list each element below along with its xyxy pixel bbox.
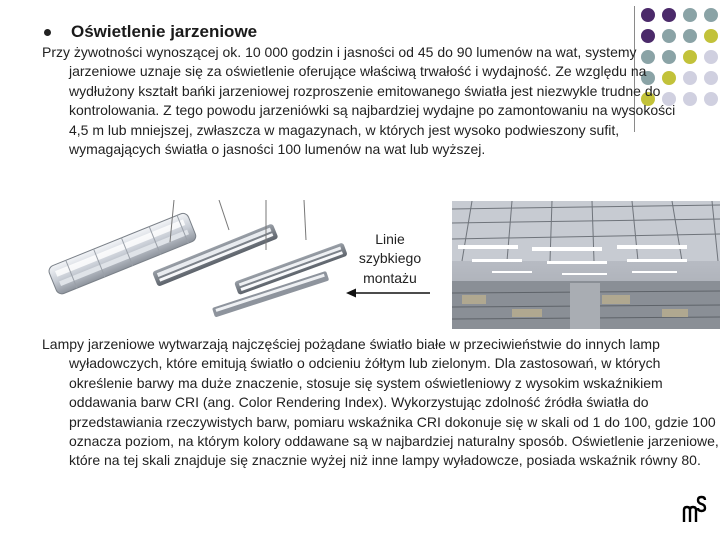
slide-title: Oświetlenie jarzeniowe	[71, 22, 258, 41]
caption-line: montażu	[363, 269, 417, 286]
dot	[704, 29, 718, 43]
paragraph-lifetime: Przy żywotności wynoszącej ok. 10 000 godzin i jasności od 45 do 90 lumenów na wat, systemy jarzeniowe uznaje się za oświetlenie oferujące właściwą trwałość i wydajność. Ze względu na wydłużony kształt bańki jarzeniowej rozproszenie emitowanego światła jest niezwykle trudne do kontrolowania. Z tego powodu jarzeniówki są najbardziej wydajne po zamontowaniu na wysokości 4,5 m lub mniejszej, zwłaszcza w magazynach, w których jest wysoko podwieszony sufit, wymagających światła o jasności 100 lumenów na wat lub wyższej.	[42, 44, 676, 158]
paragraph-cri: Lampy jarzeniowe wytwarzają najczęściej pożądane światło białe w przeciwieństwie do innych lamp wyładowczych, które emitują światło o odcieniu żółtym lub zielonym. Dla zastosowań, w których określenie barwy ma duże znaczenie, stosuje się system oświetleniowy z wysokim wskaźnikiem oddawania barw CRI (ang. Color Rendering Index). Wykorzystując zdolność źródła światła do przedstawiania rzeczywistych barw, pomiaru wskaźnika CRI dokonuje się w skali od 1 do 100, gdzie 100 oznacza poziom, na którym kolory oddawane są w najbardziej naturalny sposób. Oświetlenie jarzeniowe, które na tej skali znajduje się znacznie wyżej niż inne lampy wyładowcze, posiada wskaźnik równy 80.	[42, 336, 719, 469]
caption-line: szybkiego	[358, 250, 422, 267]
fluorescent-lamps-photo	[34, 200, 350, 326]
warehouse-photo	[452, 201, 720, 329]
dot	[641, 8, 655, 22]
caption-line: Linie	[375, 231, 405, 247]
dot	[704, 71, 718, 85]
dot	[704, 92, 718, 106]
dot	[662, 29, 676, 43]
dot	[662, 8, 676, 22]
left-arrow-icon	[346, 287, 432, 299]
ms-logo-icon	[681, 494, 707, 524]
dot	[704, 8, 718, 22]
bullet-icon	[44, 29, 51, 36]
dot	[704, 50, 718, 64]
dot	[641, 29, 655, 43]
caption-quick-mount-lines	[352, 230, 428, 288]
dot	[683, 29, 697, 43]
title-row	[44, 18, 257, 46]
dot	[683, 8, 697, 22]
